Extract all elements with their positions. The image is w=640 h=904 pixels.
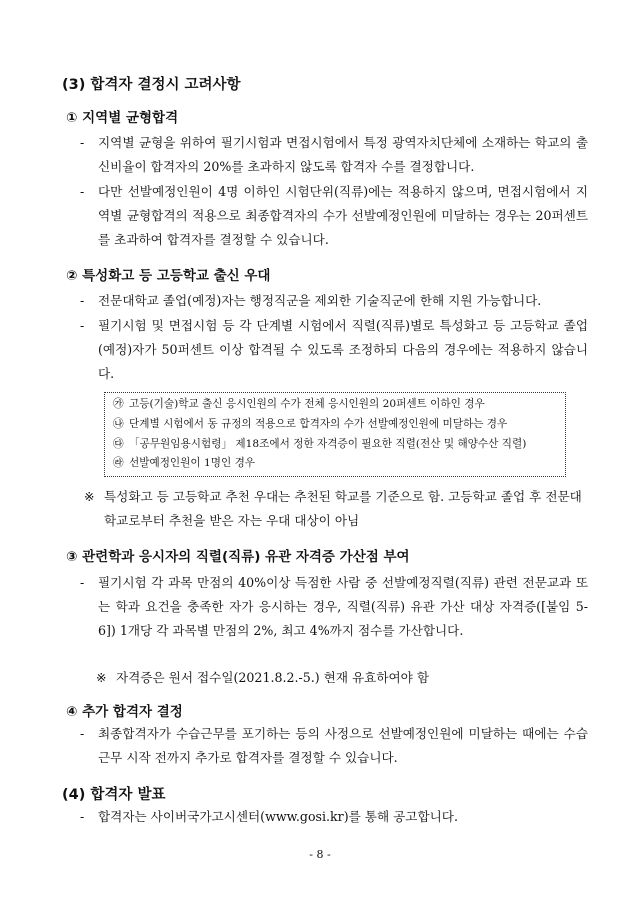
bullet-dash: - — [80, 184, 85, 199]
section-3-heading: (3) 합격자 결정시 고려사항 — [62, 77, 241, 93]
note-text: 자격증은 원서 접수일(2021.8.2.-5.) 현재 유효하여야 함 — [116, 670, 430, 685]
bullet-dash: - — [80, 809, 85, 824]
exception-mark: ㉮ — [113, 398, 124, 410]
bullet-text: 다만 선발예정인원이 4명 이하인 시험단위(직류)에는 적용하지 않으며, 면접시험에서 지역별 균형합격의 적용으로 최종합격자의 수가 선발예정인원에 미달하는 경우는 20퍼센트를 초과하여 합격자를 결정할 수 있습니다. — [98, 184, 588, 247]
exception-box — [104, 392, 566, 477]
bullet-text: 합격자는 사이버국가고시센터(www.gosi.kr)를 통해 공고합니다. — [98, 809, 458, 824]
exception-text: 선발예정인원이 1명인 경우 — [129, 457, 256, 470]
bullet-item — [80, 180, 588, 252]
exception-item — [113, 435, 557, 455]
bullet-item — [80, 571, 588, 643]
bullet-dash: - — [80, 293, 85, 308]
note-mark: ※ — [96, 670, 107, 685]
subsection-4-heading: ④ 추가 합격자 결정 — [66, 704, 183, 720]
page-number: - 8 - — [309, 848, 331, 861]
bullet-text: 최종합격자가 수습근무를 포기하는 등의 사정으로 선발예정인원에 미달하는 때에는 수습근무 시작 전까지 추가로 합격자를 결정할 수 있습니다. — [98, 726, 588, 765]
note-mark: ※ — [84, 489, 95, 504]
subsection-1-heading: ① 지역별 균형합격 — [66, 110, 179, 126]
exception-text: 「공무원임용시험령」 제18조에서 정한 자격증이 필요한 직렬(전산 및 해양수산 직렬) — [129, 437, 527, 450]
bullet-dash: - — [80, 135, 85, 150]
exception-mark: ㉰ — [113, 437, 124, 450]
exception-text: 단계별 시험에서 동 규정의 적용으로 합격자의 수가 선발예정인원에 미달하는 경우 — [129, 417, 508, 430]
bullet-text: 지역별 균형을 위하여 필기시험과 면접시험에서 특정 광역자치단체에 소재하는 학교의 출신비율이 합격자의 20%를 초과하지 않도록 합격자 수를 결정합니다. — [98, 135, 588, 174]
note-text: 특성화고 등 고등학교 추천 우대는 추천된 학교를 기준으로 함. 고등학교 졸업 후 전문대학교로부터 추천을 받은 자는 우대 대상이 아님 — [104, 489, 582, 528]
subsection-3-heading: ③ 관련학과 응시자의 직렬(직류) 유관 자격증 가산점 부여 — [66, 549, 410, 565]
bullet-dash: - — [80, 575, 85, 590]
exception-item — [113, 454, 557, 474]
exception-item — [113, 415, 557, 435]
bullet-dash: - — [80, 318, 85, 333]
exception-mark: ㉯ — [113, 417, 124, 430]
bullet-item — [80, 805, 588, 829]
exception-item — [113, 395, 557, 415]
exception-mark: ㉱ — [113, 457, 124, 470]
bullet-dash: - — [80, 726, 85, 741]
section-4-heading: (4) 합격자 발표 — [62, 787, 166, 803]
note — [84, 485, 590, 533]
bullet-item — [80, 131, 588, 179]
bullet-text: 필기시험 및 면접시험 등 각 단계별 시험에서 직렬(직류)별로 특성화고 등 고등학교 졸업(예정)자가 50퍼센트 이상 합격될 수 있도록 조정하되 다음의 경우에는 적용하지 않습니다. — [98, 318, 588, 381]
bullet-item — [80, 314, 588, 386]
bullet-item — [80, 289, 588, 313]
bullet-text: 필기시험 각 과목 만점의 40%이상 득점한 사람 중 선발예정직렬(직류) 관련 전문교과 또는 학과 요건을 충족한 자가 응시하는 경우, 직렬(직류) 유관 가산 대상 자격증([붙임 5-6]) 1개당 각 과목별 만점의 2%, 최고 4%까지 점수를 가산합니다. — [98, 575, 588, 638]
note — [96, 666, 576, 690]
subsection-2-heading: ② 특성화고 등 고등학교 출신 우대 — [66, 268, 271, 284]
bullet-text: 전문대학교 졸업(예정)자는 행정직군을 제외한 기술직군에 한해 지원 가능합니다. — [98, 293, 542, 308]
bullet-item — [80, 722, 588, 770]
exception-text: 고등(기술)학교 출신 응시인원의 수가 전체 응시인원의 20퍼센트 이하인 경우 — [129, 398, 485, 410]
